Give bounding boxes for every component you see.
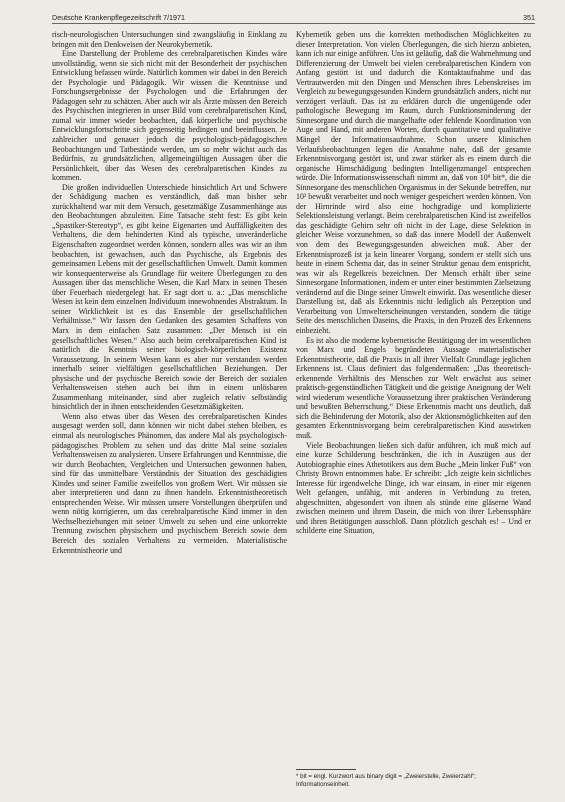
footnote: * bit = engl. Kurzwort aus binary digit = „Zweierstelle, Zweierzahl“; Informationseinheit. bbox=[296, 773, 476, 788]
journal-title: Deutsche Krankenpflegezeitschrift 7/1971 bbox=[52, 12, 186, 22]
footnote-rule bbox=[296, 769, 356, 770]
running-header bbox=[52, 10, 535, 24]
paragraph: Viele Beobachtungen ließen sich dafür anführen, ich muß mich auf eine kurze Schilderung beschränken, die ich in Auszügen aus der Autobiographie eines Athetotikers aus dem Buche „Mein linker Fuß“ von Christy Brown entnommen habe. Er schreibt: „Ich zeigte kein sichtliches Interesse für irgendwelche Dinge, ich war einsam, in einer mir eigenen Welt gefangen, unfähig, mit anderen in Verbindung zu treten, abgeschnitten, abgesondert von ihnen als stünde eine gläserne Wand zwischen meinem und ihrem Dasein, die mich von ihrer Lebenssphäre und ihren Betätigungen ausschloß. Dann plötzlich geschah es! – Und er schilderte eine Situation, bbox=[296, 440, 531, 536]
paragraph: risch-neurologischen Untersuchungen sind zwangsläufig in Einklang zu bringen mit den Denkweisen der Neurokybernetik. bbox=[52, 30, 287, 49]
paragraph: Eine Darstellung der Probleme des cerebralparetischen Kindes wäre unvollständig, wenn sie sich nicht mit der Besonderheit der psychischen Entwicklung befassen würde. Natürlich kommen wir dabei in den Bereich der Psychologie und Pädagogik. Wir wissen die Kenntnisse und Forschungsergebnisse der Psychologen und die Erfahrungen der Pädagogen sehr zu schätzen. Aber auch wir als Ärzte müssen den Bereich des Psychischen integrieren in unser Bild vom cerebralparetischen Kind, zumal wir immer wieder beobachten, daß körperliche und psychische Entwicklungsfortschritte sich gegenseitig bedingen und beeinflussen. Je zahlreicher und genauer jedoch die psychologisch-pädagogischen Beobachtungen und Tatbestände werden, um so mehr wächst auch das Bedürfnis, zu grundsätzlichen, allgemeingültigen Aussagen über die Persönlichkeit, über das Wesen des cerebralparetischen Kindes zu kommen. bbox=[52, 49, 287, 183]
paragraph: Wenn also etwas über das Wesen des cerebralparetischen Kindes ausgesagt werden soll, dann können wir nicht dabei stehen bleiben, es einmal als neurologisches Phänomen, das andere Mal als psychologisch-pädagogisches Problem zu sehen und das dritte Mal seine sozialen Verhaltensweisen zu analysieren. Unsere Erfahrungen und Kenntnisse, die wir durch Beobachten, Vergleichen und Untersuchen gewonnen haben, sind für das unmittelbare Verständnis der Situation des geschädigten Kindes und seiner Familie zweifellos von großem Wert. Wir müssen sie aber interpretieren und dann zu ihnen handeln. Erkenntnistheoretisch entsprechenden Weise. Wir müssen unsere Vorstellungen überprüfen und wenn nötig korrigieren, um das cerebralparetische Kind immer in den Wechselbeziehungen mit seiner Umwelt zu sehen und eine unkorrekte Trennung zwischen physischem und psychischem Bereich sowie dem Bereich des sozialen Verhaltens zu vermeiden. Materialistische Erkenntnistheorie und bbox=[52, 411, 287, 555]
header-rule bbox=[52, 23, 535, 24]
paragraph: Es ist also die moderne kybernetische Bestätigung der im wesentlichen von Marx und Engels begründeten Aussage materialistischer Erkenntnistheorie, daß die Praxis in all ihrer Vielfalt Grundlage jeglichen Erkennens ist. Claus definiert das folgendermaßen: „Das theoretisch-erkennende Verhältnis des Menschen zur Welt erwächst aus seiner praktisch-gegenständlichen Tätigkeit und die geistige Aneignung der Welt wird wiederum wesentliche Voraussetzung ihrer praktischen Veränderung und bewußten Beherrschung.“ Diese Erkenntnis macht uns deutlich, daß sich die Behinderung der Motorik, also der Aktionsmöglichkeiten auf den gesamten Erkenntnisvorgang beim cerebralparetischen Kind auswirken muß. bbox=[296, 335, 531, 440]
left-column bbox=[52, 30, 287, 765]
paragraph: Kybernetik geben uns die korrekten methodischen Möglichkeiten zu dieser Interpretation. Von vielen Überlegungen, die sich hierzu anbieten, kann ich nur einige anführen. Uns ist geläufig, daß die Wahrnehmung und Differenzierung der Umwelt bei vielen cerebralparetischen Kindern von Anfang gestört ist und dadurch die Kontaktaufnahme und das Vertrautwerden mit den Dingen und Menschen ihres Lebenskreises im Vergleich zu bewegungsgesunden Kindern grundsätzlich anders, nicht nur verzögert verläuft. Das ist zu erklären durch die ungenügende oder pathologische Bewegung im Raum, durch Funktionsminderung der Sinnesorgane und durch die mangelhafte oder fehlende Koordination von Auge und Hand, mit anderen Worten, durch quantitative und qualitative Mängel der Informationsaufnahme. Schon unsere klinischen Verlaufsbeobachtungen legen die Annahme nahe, daß der gesamte Erkenntnisvorgang gestört ist, und zwar stärker als es einem durch die organische Hirnschädigung bedingten Intelligenzmangel entsprechen würde. Die Informationswissenschaft nimmt an, daß von 10⁹ bit*, die die Sinnesorgane des menschlichen Organismus in der Sekunde betreffen, nur 10² bewußt verarbeitet und noch weniger gespeichert werden können. Von der Hirnrinde wird also eine hochgradige und komplizierte Selektionsleistung verlangt. Beim cerebralparetischen Kind ist zweifellos das geschädigte Gehirn sehr oft nicht in der Lage, diese Selektion in gleicher Weise vorzunehmen, so daß das innere Modell der Außenwelt von dem des Bewegungsgesunden abweichen muß. Aber der Erkenntnisprozeß ist ja kein linearer Vorgang, sondern er stellt sich uns heute in einem Schema dar, das in seiner Struktur genau dem entspricht, was wir als Regelkreis bezeichnen. Der Mensch erhält über seine Sinnesorgane Informationen, indem er unter einer bestimmten Zielsetzung verändernd auf die Dinge seiner Umwelt einwirkt. Das wesentliche dieser Darstellung ist, daß als Erkenntnis nicht lediglich als Perzeption und Verarbeitung von Umwelterscheinungen verstanden, sondern die tätige Seite des menschlichen Daseins, die Praxis, in den Prozeß des Erkennens einbezieht. bbox=[296, 30, 531, 335]
page-number: 351 bbox=[523, 12, 535, 22]
paragraph: Die großen individuellen Unterschiede hinsichtlich Art und Schwere der Schädigung machen es verständlich, daß man bisher sehr zurückhaltend war mit dem Versuch, gesetzmäßige Zusammenhänge aus den Beobachtungen abzuleiten. Eine Tatsache steht fest: Es gibt kein „Spastiker-Stereotyp“, es gibt keine Eigenarten und Auffälligkeiten des Verhaltens, die dem behinderten Kind als typische, unveränderliche Eigenschaften zugeordnet werden können, sondern alles was wir an ihm beobachten, ist gewachsen, auch das Psychische, als Ergebnis des gemeinsamen Lebens mit der gesellschaftlichen Umwelt. Damit kommen wir konsequenterweise als Grundlage für weitere Überlegungen zu den Aussagen über das menschliche Wesen, die Karl Marx in seinen Thesen über Feuerbach niedergelegt hat. Er sagt dort u. a.: „Das menschliche Wesen ist kein dem einzelnen Individuum innewohnendes Abstraktum. In seiner Wirklichkeit ist es das Ensemble der gesellschaftlichen Verhältnisse.“ Wir fassen den Gedanken des gesamten Schaffens von Marx in dem einfachen Satz zusammen: „Der Mensch ist ein gesellschaftliches Wesen.“ Also auch beim cerebralparetischen Kind ist natürlich die Kenntnis seiner biologisch-körperlichen Existenz Voraussetzung. In seinem Wesen kann es aber nur verstanden werden innerhalb seiner vielfältigen gesellschaftlichen Beziehungen. Der physische und der psychische Bereich sowie der Bereich der sozialen Verhaltensweisen stehen auch bei ihm in einem unlösbaren Zusammenhang miteinander, sind aber zugleich relativ selbständig hinsichtlich der in ihnen entscheidenden Gesetzmäßigkeiten. bbox=[52, 182, 287, 412]
right-column bbox=[296, 30, 531, 765]
